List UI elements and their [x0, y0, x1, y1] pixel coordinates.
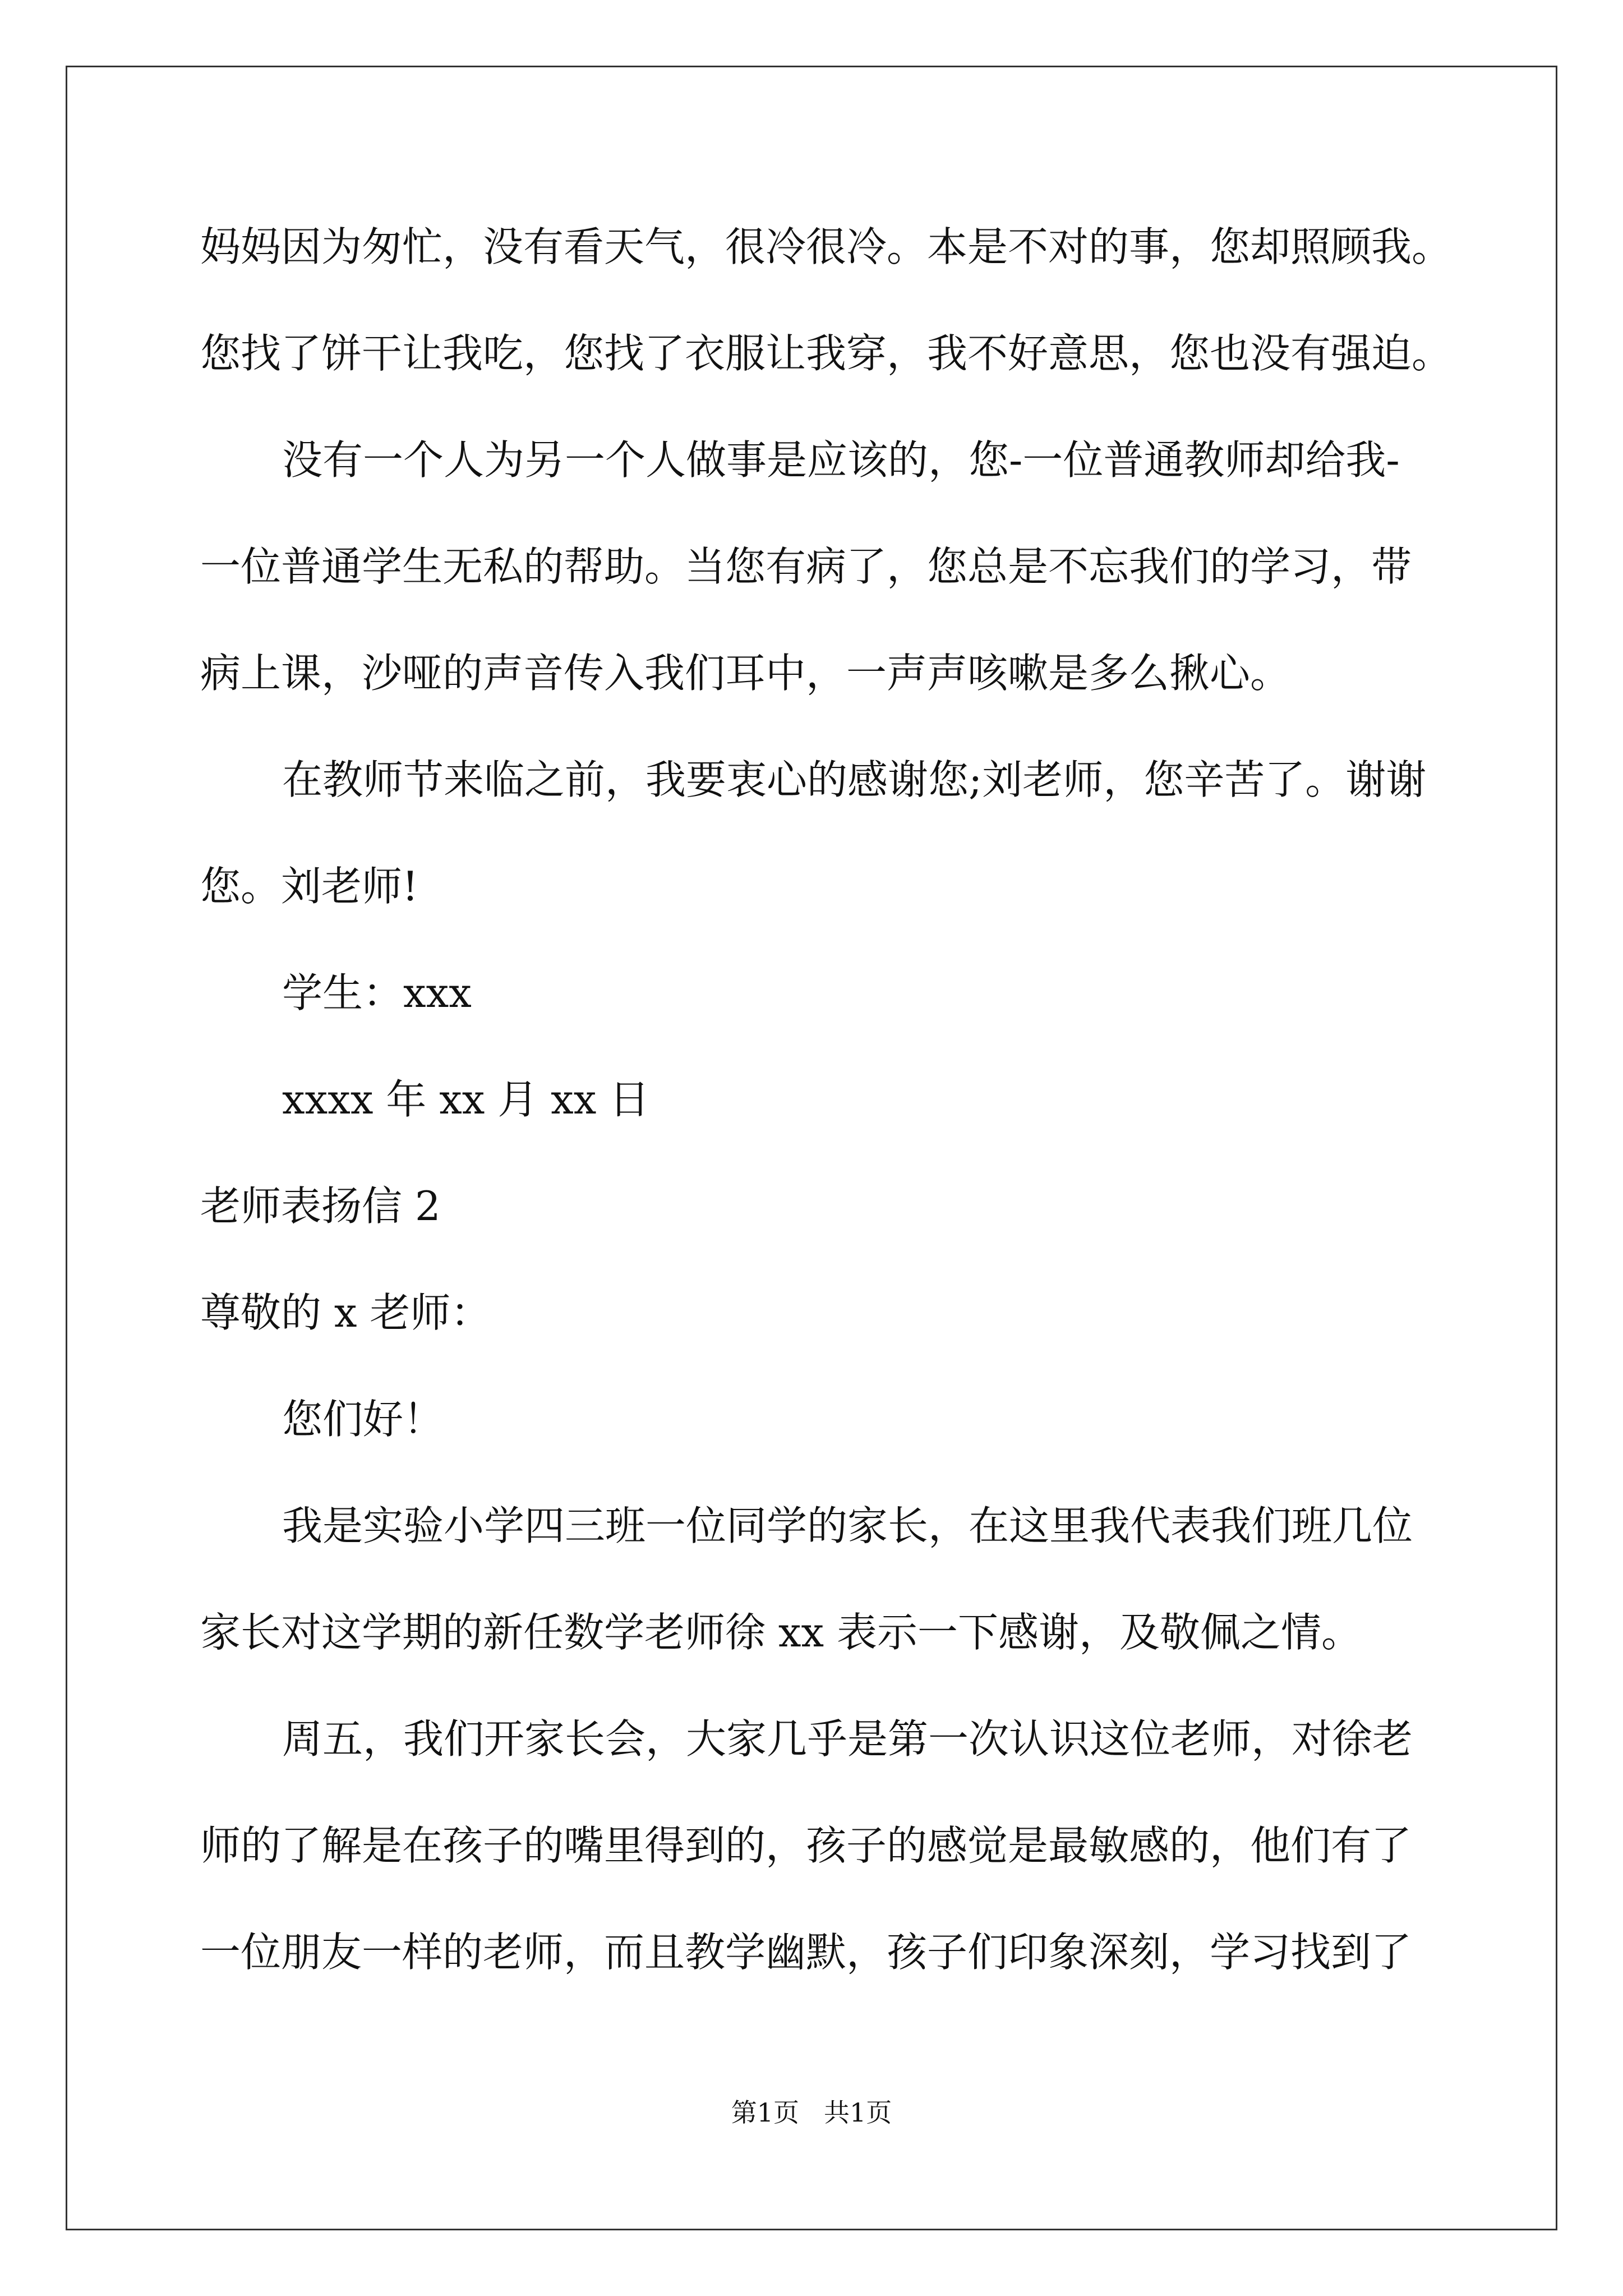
text-line: 您。刘老师! [200, 863, 418, 910]
page-number: 第1页 [731, 2097, 799, 2128]
text-line: 病上课，沙哑的声音传入我们耳中，一声声咳嗽是多么揪心。 [200, 650, 1291, 697]
text-line: 妈妈因为匆忙，没有看天气，很冷很冷。本是不对的事，您却照顾我。 [200, 223, 1453, 270]
text-line: 师的了解是在孩子的嘴里得到的，孩子的感觉是最敏感的，他们有了 [200, 1822, 1412, 1869]
page-total: 共1页 [824, 2097, 892, 2128]
salutation: 尊敬的 x 老师： [200, 1289, 491, 1336]
text-line: 在教师节来临之前，我要衷心的感谢您;刘老师，您辛苦了。谢谢 [282, 756, 1427, 803]
signature-student: 学生：xxx [282, 969, 472, 1016]
text-line: 周五，我们开家长会，大家几乎是第一次认识这位老师，对徐老 [282, 1715, 1413, 1763]
section-title: 老师表扬信 2 [200, 1182, 441, 1230]
text-line: 我是实验小学四三班一位同学的家长，在这里我代表我们班几位 [282, 1502, 1413, 1549]
text-line: 家长对这学期的新任数学老师徐 xx 表示一下感谢，及敬佩之情。 [200, 1609, 1362, 1656]
text-line: 一位朋友一样的老师，而且教学幽默，孩子们印象深刻，学习找到了 [200, 1929, 1412, 1976]
text-line: 一位普通学生无私的帮助。当您有病了，您总是不忘我们的学习，带 [200, 543, 1412, 590]
text-line: 没有一个人为另一个人做事是应该的，您-一位普通教师却给我- [282, 436, 1400, 484]
greeting: 您们好！ [282, 1396, 444, 1443]
page-footer [0, 2096, 1623, 2129]
signature-date: xxxx 年 xx 月 xx 日 [282, 1076, 650, 1123]
page-border [66, 66, 1557, 2230]
text-line: 您找了饼干让我吃，您找了衣服让我穿，我不好意思，您也没有强迫。 [200, 330, 1453, 377]
